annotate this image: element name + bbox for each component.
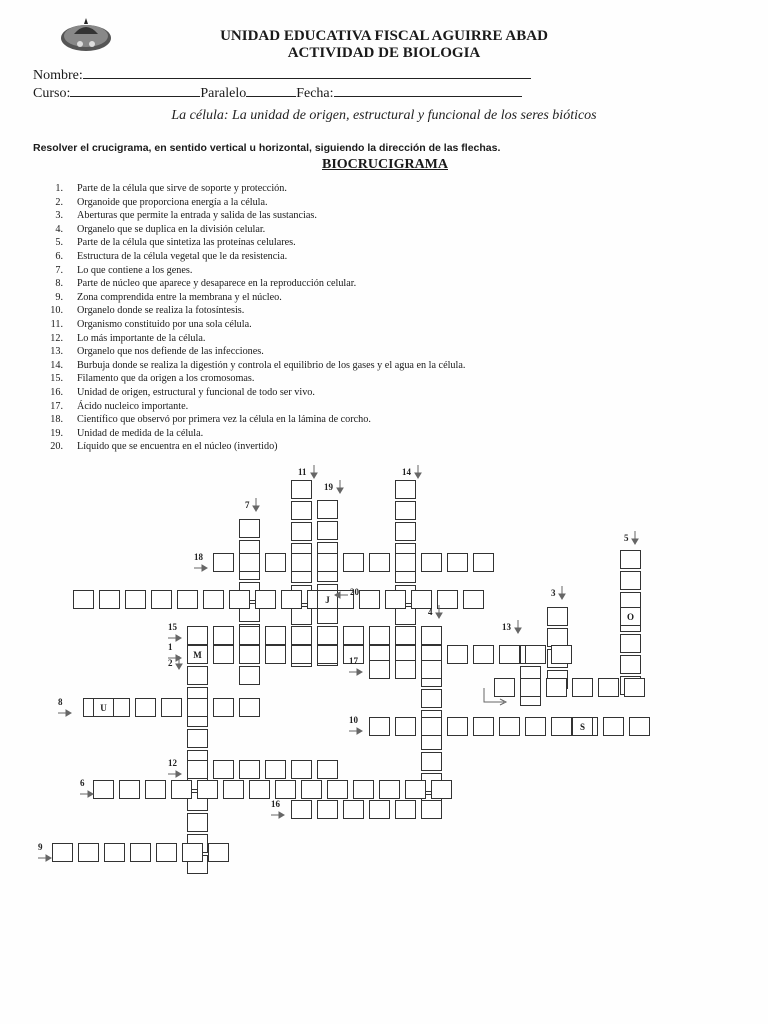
crossword-cell[interactable] bbox=[187, 729, 208, 748]
crossword-cell[interactable] bbox=[255, 590, 276, 609]
arrow-down-icon bbox=[631, 531, 639, 545]
crossword-cell[interactable] bbox=[624, 678, 645, 697]
nombre-row bbox=[33, 64, 531, 84]
crossword-cell[interactable] bbox=[213, 645, 234, 664]
crossword-cell[interactable] bbox=[291, 800, 312, 819]
arrow-down-icon bbox=[336, 480, 344, 494]
clue-number: 15 bbox=[168, 622, 177, 632]
crossword-cell[interactable] bbox=[317, 800, 338, 819]
crossword-cell[interactable] bbox=[520, 678, 541, 697]
clue-number: 18 bbox=[194, 552, 203, 562]
crossword-cell[interactable] bbox=[213, 626, 234, 645]
crossword-cell[interactable] bbox=[385, 590, 406, 609]
clue-list bbox=[35, 182, 465, 454]
crossword-cell[interactable] bbox=[208, 843, 229, 862]
crossword-cell[interactable] bbox=[620, 634, 641, 653]
crossword-cell[interactable] bbox=[52, 843, 73, 862]
crossword-cell[interactable] bbox=[239, 645, 260, 664]
clue-item: 11. Organismo constituido por una sola célula. bbox=[50, 318, 252, 330]
arrow-right-icon bbox=[194, 564, 208, 572]
crossword-cell[interactable] bbox=[395, 522, 416, 541]
clue-item: 18. Científico que observó por primera vez la célula en la lámina de corcho. bbox=[50, 414, 371, 426]
crossword-cell[interactable] bbox=[301, 780, 322, 799]
crossword-cell[interactable] bbox=[369, 626, 390, 645]
crossword-cell[interactable] bbox=[93, 780, 114, 799]
arrow-down-icon bbox=[252, 498, 260, 512]
crossword-cell[interactable] bbox=[125, 590, 146, 609]
crossword-cell[interactable] bbox=[473, 645, 494, 664]
fecha-label: Fecha: bbox=[296, 86, 334, 101]
crossword-cell[interactable] bbox=[291, 760, 312, 779]
crossword-cell[interactable] bbox=[431, 780, 452, 799]
crossword-cell[interactable] bbox=[421, 689, 442, 708]
crossword-cell[interactable] bbox=[78, 843, 99, 862]
arrow-down-icon bbox=[310, 465, 318, 479]
crossword-cell[interactable] bbox=[499, 645, 520, 664]
crossword-cell[interactable] bbox=[177, 590, 198, 609]
clue-item: 4. Organelo que se duplica en la división celular. bbox=[55, 223, 266, 235]
crossword-cell[interactable] bbox=[239, 760, 260, 779]
curso-label: Curso: bbox=[33, 86, 71, 101]
clue-number: 11 bbox=[298, 467, 307, 477]
crossword-cell[interactable] bbox=[395, 480, 416, 499]
crossword-cell[interactable] bbox=[291, 553, 312, 572]
arrow-left-icon bbox=[334, 591, 348, 599]
clue-number: 4 bbox=[428, 607, 433, 617]
crossword-cell[interactable] bbox=[229, 590, 250, 609]
crossword-cell[interactable] bbox=[343, 553, 364, 572]
crossword-cell[interactable] bbox=[145, 780, 166, 799]
clue-item: 3. Aberturas que permite la entrada y salida de las sustancias. bbox=[55, 210, 317, 222]
crossword-cell[interactable] bbox=[239, 519, 260, 538]
crossword-cell[interactable] bbox=[281, 590, 302, 609]
crossword-cell[interactable] bbox=[369, 660, 390, 679]
arrow-right-icon bbox=[38, 854, 52, 862]
crossword-cell[interactable] bbox=[291, 626, 312, 645]
crossword-cell[interactable] bbox=[395, 501, 416, 520]
crossword-cell[interactable] bbox=[327, 780, 348, 799]
crossword-cell[interactable] bbox=[421, 626, 442, 645]
crossword-cell[interactable] bbox=[547, 607, 568, 626]
crossword-cell[interactable] bbox=[598, 678, 619, 697]
clue-item: 8. Parte de núcleo que aparece y desaparece en la reproducción celular. bbox=[55, 278, 357, 290]
crossword-cell[interactable] bbox=[130, 843, 151, 862]
crossword-cell[interactable] bbox=[291, 501, 312, 520]
crossword-cell[interactable] bbox=[187, 813, 208, 832]
clue-number: 9 bbox=[38, 842, 43, 852]
clue-item: 1. Parte de la célula que sirve de soporte y protección. bbox=[55, 183, 287, 194]
crossword-cell[interactable] bbox=[119, 780, 140, 799]
crossword-cell-letter[interactable]: O bbox=[620, 607, 641, 626]
arrow-right-icon bbox=[168, 634, 182, 642]
crossword-cell[interactable] bbox=[421, 752, 442, 771]
crossword-cell[interactable] bbox=[551, 717, 572, 736]
crossword-cell-letter[interactable]: U bbox=[93, 698, 114, 717]
crossword-cell[interactable] bbox=[239, 698, 260, 717]
crossword-cell[interactable] bbox=[421, 553, 442, 572]
crossword-cell[interactable] bbox=[395, 660, 416, 679]
arrow-right-icon bbox=[271, 811, 285, 819]
crossword-cell[interactable] bbox=[213, 553, 234, 572]
paralelo-label: Paralelo bbox=[200, 86, 247, 101]
clue-item: 16. Unidad de origen, estructural y funcional de todo ser vivo. bbox=[50, 386, 315, 398]
crossword-cell[interactable] bbox=[603, 717, 624, 736]
crossword-cell[interactable] bbox=[135, 698, 156, 717]
arrow-down-icon bbox=[175, 656, 183, 670]
crossword-cell[interactable] bbox=[197, 780, 218, 799]
crossword-cell[interactable] bbox=[369, 800, 390, 819]
crossword-cell[interactable] bbox=[473, 553, 494, 572]
crossword-cell[interactable] bbox=[343, 800, 364, 819]
crossword-cell[interactable] bbox=[265, 645, 286, 664]
crossword-cell[interactable] bbox=[629, 717, 650, 736]
crossword-cell[interactable] bbox=[317, 626, 338, 645]
clue-number: 3 bbox=[551, 588, 556, 598]
crossword-cell[interactable] bbox=[546, 678, 567, 697]
curso-row bbox=[33, 82, 522, 102]
crossword-cell[interactable] bbox=[369, 717, 390, 736]
crossword-cell[interactable] bbox=[239, 626, 260, 645]
curso-field[interactable] bbox=[70, 82, 200, 97]
clue-item: 6. Estructura de la célula vegetal que le da resistencia. bbox=[55, 250, 288, 262]
clue-number: 10 bbox=[349, 715, 358, 725]
crossword-cell[interactable] bbox=[421, 660, 442, 679]
clue-number: 7 bbox=[245, 500, 250, 510]
clue-number: 19 bbox=[324, 482, 333, 492]
puzzle-title: BIOCRUCIGRAMA bbox=[322, 157, 448, 172]
crossword-cell[interactable] bbox=[620, 655, 641, 674]
crossword-cell[interactable] bbox=[463, 590, 484, 609]
arrow-right-icon bbox=[349, 668, 363, 676]
arrow-down-icon bbox=[558, 586, 566, 600]
arrow-down-icon bbox=[514, 620, 522, 634]
clue-number: 17 bbox=[349, 656, 358, 666]
clue-number: 20 bbox=[350, 587, 359, 597]
clue-item: 15. Filamento que da origen a los cromosomas. bbox=[50, 373, 255, 385]
crossword-cell[interactable] bbox=[265, 760, 286, 779]
crossword-cell[interactable] bbox=[525, 717, 546, 736]
clue-number: 6 bbox=[80, 778, 85, 788]
crossword-cell[interactable] bbox=[275, 780, 296, 799]
crossword-cell[interactable] bbox=[369, 553, 390, 572]
nombre-field[interactable] bbox=[83, 64, 531, 79]
clue-item: 7. Lo que contiene a los genes. bbox=[55, 264, 193, 276]
activity-title: ACTIVIDAD DE BIOLOGIA bbox=[287, 45, 481, 61]
nombre-label: Nombre: bbox=[33, 68, 83, 83]
crossword-cell[interactable] bbox=[187, 760, 208, 779]
clue-number: 2 bbox=[168, 658, 173, 668]
arrow-right-icon bbox=[482, 688, 512, 710]
crossword-cell[interactable] bbox=[473, 717, 494, 736]
arrow-right-icon bbox=[168, 770, 182, 778]
crossword-cell[interactable] bbox=[317, 500, 338, 519]
crossword-cell[interactable] bbox=[239, 666, 260, 685]
crossword-cell[interactable] bbox=[291, 645, 312, 664]
school-name: UNIDAD EDUCATIVA FISCAL AGUIRRE ABAD bbox=[220, 28, 548, 44]
clue-item: 10. Organelo donde se realiza la fotosíntesis. bbox=[50, 305, 245, 317]
clue-number: 5 bbox=[624, 533, 629, 543]
crossword-cell[interactable] bbox=[156, 843, 177, 862]
fecha-field[interactable] bbox=[334, 82, 522, 97]
clue-item: 9. Zona comprendida entre la membrana y el núcleo. bbox=[55, 291, 282, 303]
crossword-cell[interactable] bbox=[187, 626, 208, 645]
crossword-cell[interactable] bbox=[359, 590, 380, 609]
crossword-cell[interactable] bbox=[291, 522, 312, 541]
crossword-cell[interactable] bbox=[249, 780, 270, 799]
crossword-cell[interactable] bbox=[379, 780, 400, 799]
arrow-down-icon bbox=[435, 605, 443, 619]
crossword-cell[interactable] bbox=[187, 698, 208, 717]
instructions: Resolver el crucigrama, en sentido vertical u horizontal, siguiendo la dirección de las flechas. bbox=[33, 142, 501, 154]
crossword-cell[interactable] bbox=[291, 480, 312, 499]
clue-number: 12 bbox=[168, 758, 177, 768]
crossword-cell[interactable] bbox=[395, 717, 416, 736]
crossword-cell[interactable] bbox=[317, 760, 338, 779]
crossword-cell[interactable] bbox=[620, 550, 641, 569]
crossword-cell-letter[interactable]: M bbox=[187, 645, 208, 664]
crossword-cell[interactable] bbox=[317, 521, 338, 540]
crossword-cell[interactable] bbox=[447, 553, 468, 572]
clue-number: 13 bbox=[502, 622, 511, 632]
clue-number: 14 bbox=[402, 467, 411, 477]
arrow-down-icon bbox=[414, 465, 422, 479]
crossword-cell[interactable] bbox=[203, 590, 224, 609]
crossword-cell[interactable] bbox=[182, 843, 203, 862]
arrow-right-icon bbox=[58, 709, 72, 717]
clue-item: 5. Parte de la célula que sintetiza las proteínas celulares. bbox=[55, 237, 296, 249]
crossword-cell[interactable] bbox=[239, 553, 260, 572]
crossword-cell[interactable] bbox=[395, 553, 416, 572]
crossword-cell[interactable] bbox=[395, 626, 416, 645]
crossword-cell[interactable] bbox=[151, 590, 172, 609]
crossword-cell[interactable] bbox=[265, 626, 286, 645]
clue-number: 1 bbox=[168, 642, 173, 652]
crossword-cell[interactable] bbox=[620, 571, 641, 590]
crossword-cell[interactable] bbox=[187, 666, 208, 685]
crossword-cell[interactable] bbox=[317, 553, 338, 572]
clue-item: 17. Ácido nucleico importante. bbox=[50, 400, 189, 412]
crossword-cell[interactable] bbox=[572, 678, 593, 697]
crossword-cell-letter[interactable]: J bbox=[317, 590, 338, 609]
arrow-right-icon bbox=[349, 727, 363, 735]
crossword-cell[interactable] bbox=[421, 717, 442, 736]
crossword-cell[interactable] bbox=[99, 590, 120, 609]
clue-item: 13. Organelo que nos defiende de las infecciones. bbox=[50, 346, 264, 358]
crossword-cell[interactable] bbox=[447, 645, 468, 664]
arrow-right-icon bbox=[80, 790, 94, 798]
subtitle: La célula: La unidad de origen, estructural y funcional de los seres bióticos bbox=[171, 108, 597, 123]
clue-number: 8 bbox=[58, 697, 63, 707]
crossword-cell-letter[interactable]: S bbox=[572, 717, 593, 736]
crossword-cell[interactable] bbox=[213, 698, 234, 717]
crossword-cell[interactable] bbox=[171, 780, 192, 799]
crossword-cell[interactable] bbox=[213, 760, 234, 779]
clue-item: 20. Líquido que se encuentra en el núcleo (invertido) bbox=[50, 441, 278, 453]
crossword-cell[interactable] bbox=[395, 800, 416, 819]
paralelo-field[interactable] bbox=[246, 82, 296, 97]
crossword-cell[interactable] bbox=[353, 780, 374, 799]
clue-number: 16 bbox=[271, 799, 280, 809]
crossword-cell[interactable] bbox=[161, 698, 182, 717]
crossword-cell[interactable] bbox=[104, 843, 125, 862]
crossword-cell[interactable] bbox=[317, 645, 338, 664]
crossword-cell[interactable] bbox=[421, 800, 442, 819]
crossword-cell[interactable] bbox=[447, 717, 468, 736]
clue-item: 12. Lo más importante de la célula. bbox=[50, 332, 206, 344]
clue-item: 14. Burbuja donde se realiza la digestión y controla el equilibrio de los gases y el agua en la célula. bbox=[50, 359, 466, 371]
crossword-cell[interactable] bbox=[405, 780, 426, 799]
crossword-cell[interactable] bbox=[551, 645, 572, 664]
crossword-cell[interactable] bbox=[525, 645, 546, 664]
crossword-cell[interactable] bbox=[73, 590, 94, 609]
clue-item: 19. Unidad de medida de la célula. bbox=[50, 427, 204, 439]
crossword-cell[interactable] bbox=[265, 553, 286, 572]
crossword-cell[interactable] bbox=[343, 626, 364, 645]
crossword-cell[interactable] bbox=[499, 717, 520, 736]
crossword-cell[interactable] bbox=[223, 780, 244, 799]
clue-item: 2. Organoide que proporciona energía a la célula. bbox=[55, 196, 268, 208]
